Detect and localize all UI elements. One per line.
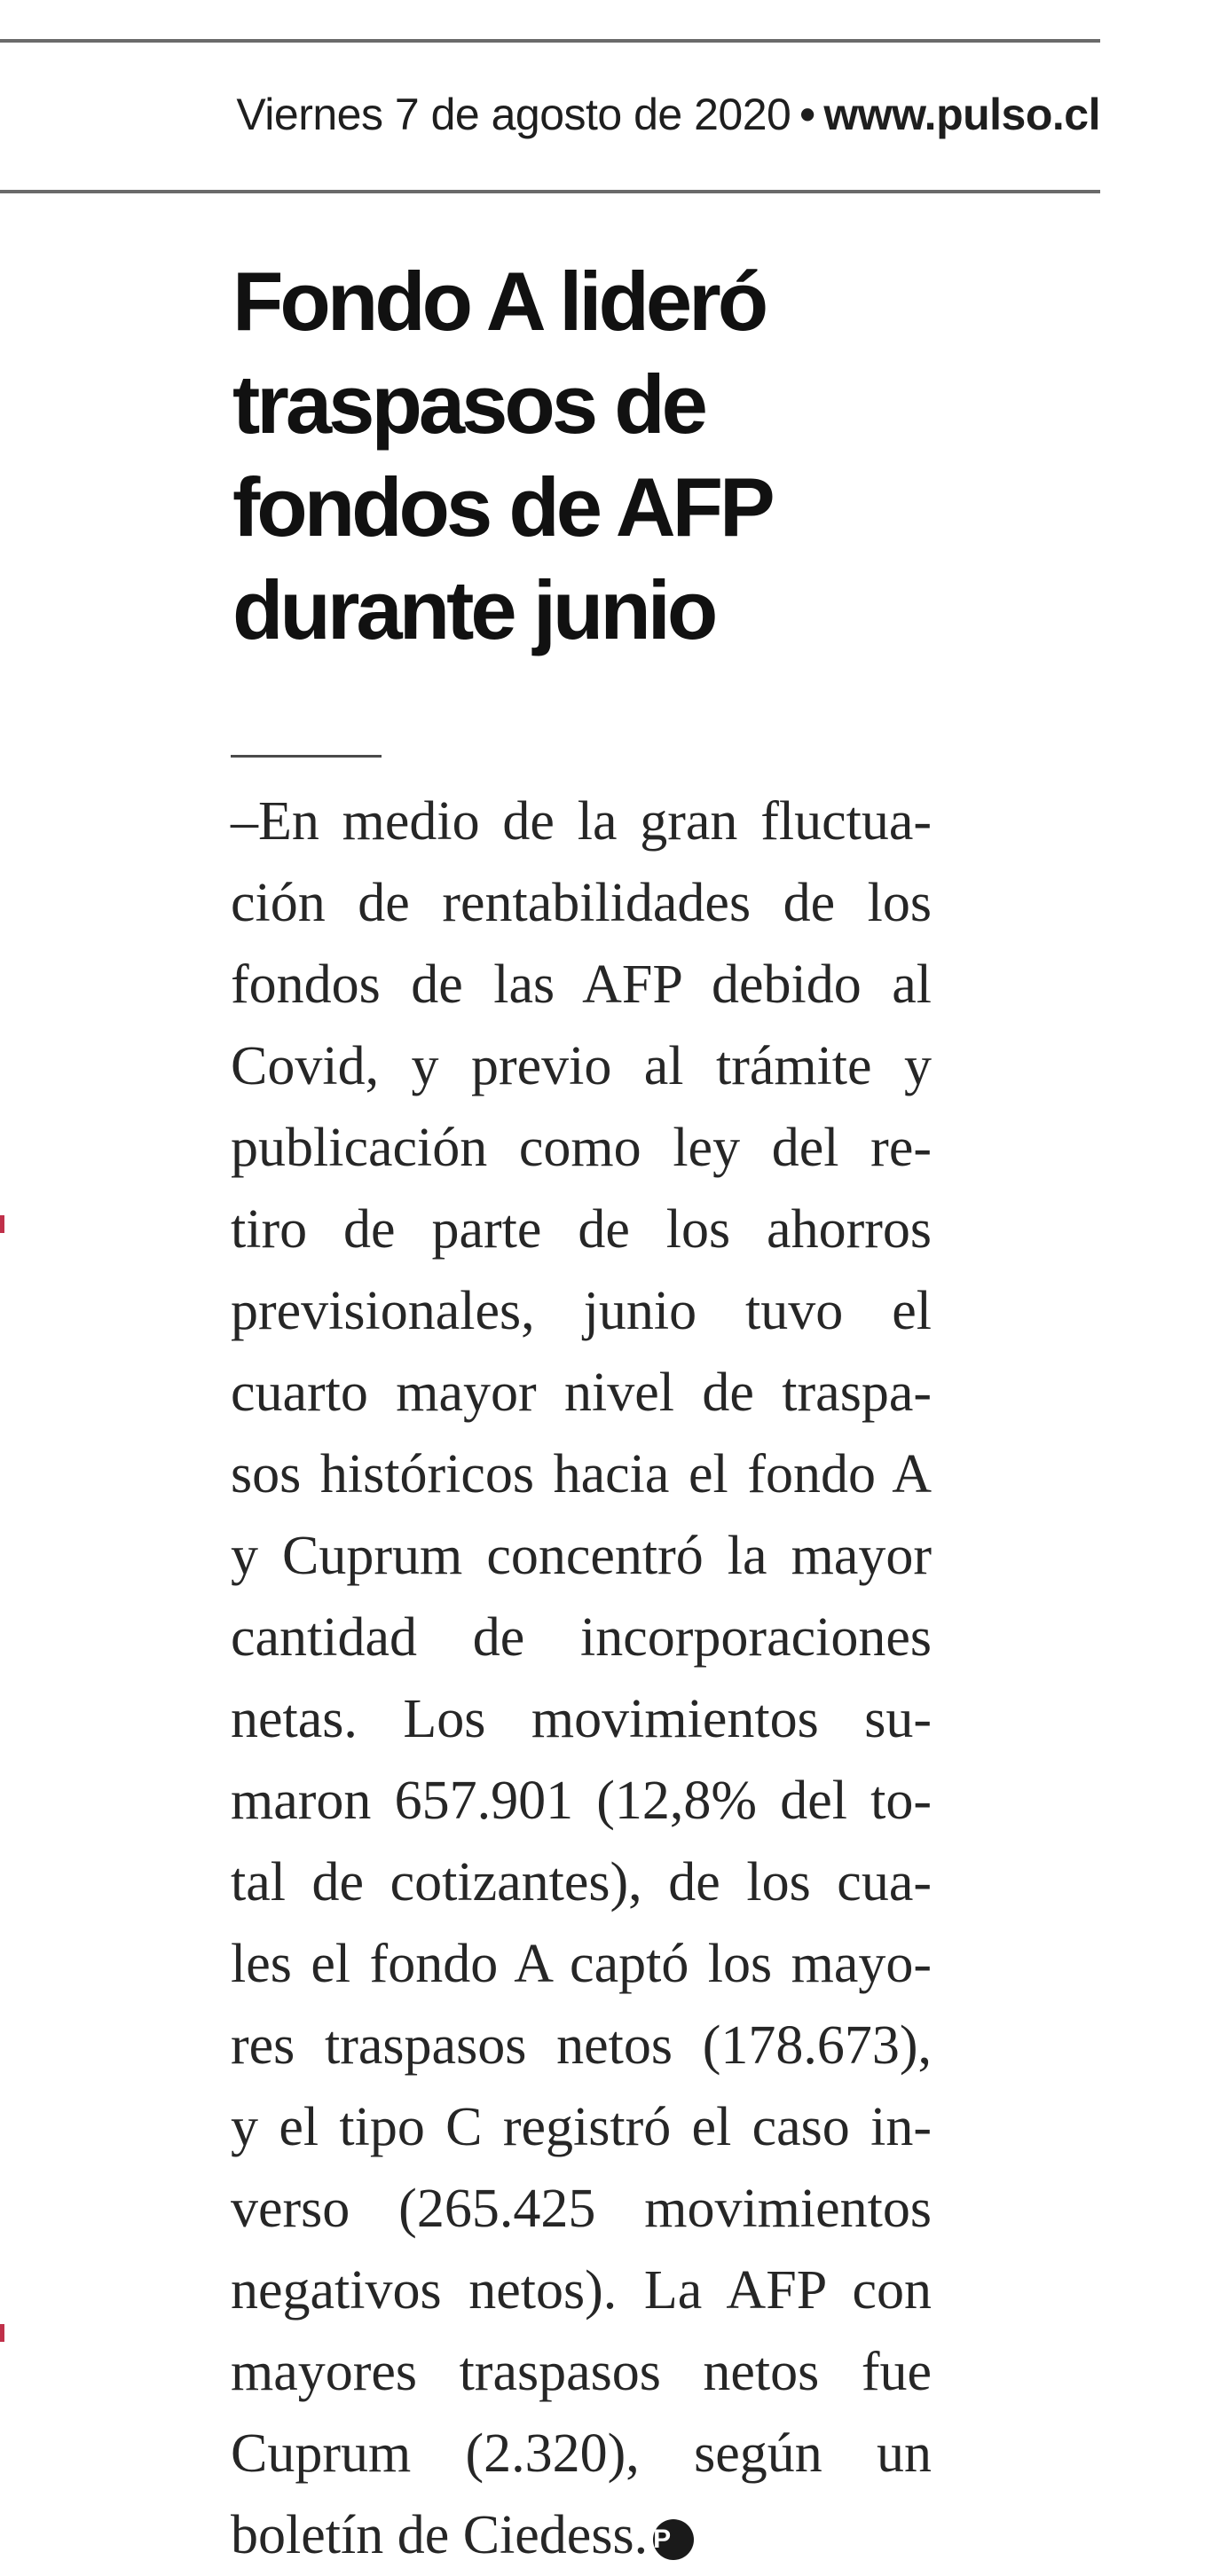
dateline-separator: • xyxy=(799,90,815,139)
headline-line: traspasos de xyxy=(232,357,704,451)
body-line: publicación como ley del re- xyxy=(231,1118,932,1178)
body-line: maron 657.901 (12,8% del to- xyxy=(231,1771,932,1831)
end-of-article-icon: P xyxy=(653,2519,694,2560)
body-line: negativos netos). La AFP con xyxy=(231,2260,932,2321)
body-line: Covid, y previo al trámite y xyxy=(231,1036,932,1096)
body-line: ción de rentabilidades de los xyxy=(231,873,932,933)
margin-crop-mark xyxy=(0,1215,4,1233)
body-line: mayores traspasos netos fue xyxy=(231,2342,932,2402)
body-line: y el tipo C registró el caso in- xyxy=(231,2097,932,2157)
body-line: netas. Los movimientos su- xyxy=(231,1689,932,1749)
body-line: tal de cotizantes), de los cua- xyxy=(231,1852,932,1912)
body-line-text: boletín de Ciedess. xyxy=(231,2505,649,2565)
article-body xyxy=(231,781,932,2576)
body-line: tiro de parte de los ahorros xyxy=(231,1199,932,1260)
margin-crop-mark xyxy=(0,2324,4,2342)
body-line: Cuprum (2.320), según un xyxy=(231,2423,932,2484)
body-line: fondos de las AFP debido al xyxy=(231,954,932,1015)
body-line: cuarto mayor nivel de traspa- xyxy=(231,1363,932,1423)
body-line: cantidad de incorporaciones xyxy=(231,1607,932,1668)
headline-line: Fondo A lideró xyxy=(232,255,766,348)
dateline xyxy=(236,89,1100,140)
website-link[interactable]: www.pulso.cl xyxy=(823,90,1100,139)
body-line: verso (265.425 movimientos xyxy=(231,2179,932,2239)
header-top-rule xyxy=(0,39,1100,43)
body-line: les el fondo A captó los mayo- xyxy=(231,1934,932,1994)
headline-divider xyxy=(231,755,382,758)
headline-line: durante junio xyxy=(232,563,715,656)
headline-line: fondos de AFP xyxy=(232,460,772,554)
body-line-last xyxy=(231,2494,932,2576)
body-line: previsionales, junio tuvo el xyxy=(231,1281,932,1341)
publication-date: Viernes 7 de agosto de 2020 xyxy=(236,90,791,139)
body-line: res traspasos netos (178.673), xyxy=(231,2015,932,2076)
body-line: –En medio de la gran fluctua- xyxy=(231,791,932,852)
body-line: y Cuprum concentró la mayor xyxy=(231,1526,932,1586)
header-bottom-rule xyxy=(0,190,1100,193)
body-line: sos históricos hacia el fondo A xyxy=(231,1444,932,1504)
article-headline xyxy=(232,250,1031,662)
